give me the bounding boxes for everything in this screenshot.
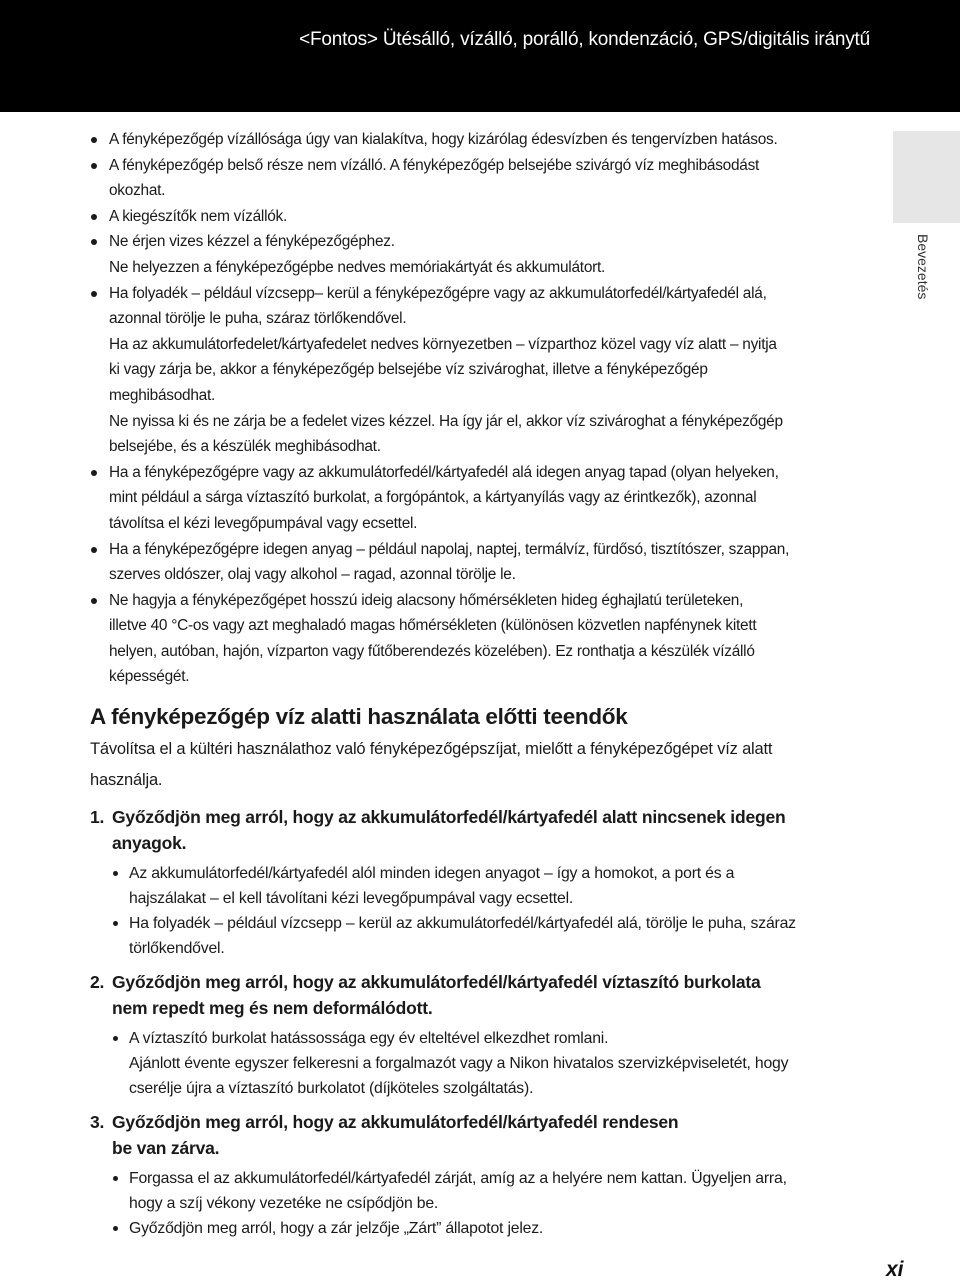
bullet-line: Ha a fényképezőgépre idegen anyag – például napolaj, naptej, termálvíz, fürdősó, tisztítószer, szappan, (109, 540, 790, 558)
bullet-line: illetve 40 °C-os vagy azt meghaladó magas hőmérsékleten (különösen közvetlen napfénynek kitett (109, 617, 757, 635)
step-bullet-line: hajszálakat – el kell távolítani kézi levegőpumpával vagy ecsettel. (129, 890, 574, 908)
step-bullet-line: Ajánlott évente egyszer felkeresni a forgalmazót vagy a Nikon hivatalos szervizképviseletét, hogy (129, 1055, 789, 1073)
bullet-line: Ha a fényképezőgépre vagy az akkumulátorfedél/kártyafedél alá idegen anyag tapad (olyan helyeken, (109, 463, 779, 481)
bullet-item (90, 588, 875, 690)
section-title: A fényképezőgép víz alatti használata előtti teendők (90, 704, 628, 730)
bullet-line: Ne helyezzen a fényképezőgépbe nedves memóriakártyát és akkumulátort. (109, 258, 606, 276)
precautions-list (90, 127, 875, 690)
bullet-line: Ne érjen vizes kézzel a fényképezőgéphez. (109, 233, 395, 251)
step-bullets (112, 861, 875, 961)
bullet-line: okozhat. (109, 182, 166, 200)
step-title-line: nem repedt meg és nem deformálódott. (112, 998, 433, 1019)
step-bullet-line: törlőkendővel. (129, 940, 225, 958)
bullet-line: helyen, autóban, hajón, vízparton vagy fűtőberendezés közelében). Ez ronthatja a készülék vízálló (109, 642, 755, 660)
step-bullet-line: Forgassa el az akkumulátorfedél/kártyafedél zárját, amíg az a helyére nem kattan. Ügyeljen arra, (129, 1170, 787, 1188)
step-heading (90, 1109, 875, 1161)
bullet-item (90, 537, 875, 588)
step-bullet-line: Az akkumulátorfedél/kártyafedél alól minden idegen anyagot – így a homokot, a port és a (129, 865, 735, 883)
step-number: 1. (90, 807, 105, 828)
bullet-line: mint például a sárga víztaszító burkolat, a forgópántok, a kártyanyílás vagy az érintkezők), azonnal (109, 489, 757, 507)
step-bullet-item (112, 861, 875, 911)
bullet-line: Ne nyissa ki és ne zárja be a fedelet vizes kézzel. Ha így jár el, akkor víz szivároghat a fényképezőgép (109, 412, 783, 430)
bullet-line: Ha az akkumulátorfedelet/kártyafedelet nedves környezetben – vízparthoz közel vagy víz alatt – nyitja (109, 335, 777, 353)
bullet-line: belsejébe, és a készülék meghibásodhat. (109, 438, 381, 456)
steps-list (90, 804, 875, 1241)
step-item (90, 1109, 875, 1241)
bullet-line: ki vagy zárja be, akkor a fényképezőgép belsejébe víz szivároghat, illetve a fényképezőgép (109, 361, 708, 379)
step-item (90, 969, 875, 1101)
page-number: xi (886, 1258, 904, 1281)
bullet-line: Ne hagyja a fényképezőgépet hosszú ideig alacsony hőmérsékleten hideg éghajlatú területeken, (109, 591, 744, 609)
section-tab-label: Bevezetés (915, 234, 931, 300)
bullet-line: A kiegészítők nem vízállók. (109, 207, 288, 225)
header-title: <Fontos> Ütésálló, vízálló, porálló, kondenzáció, GPS/digitális iránytű (299, 29, 870, 50)
step-bullets (112, 1166, 875, 1241)
step-item (90, 804, 875, 961)
bullet-item (90, 127, 875, 153)
bullet-line: szerves oldószer, olaj vagy alkohol – ragad, azonnal törölje le. (109, 566, 516, 584)
bullet-item (90, 204, 875, 230)
step-title-line: Győződjön meg arról, hogy az akkumulátorfedél/kártyafedél alatt nincsenek idegen (112, 807, 786, 828)
step-title-line: be van zárva. (112, 1138, 220, 1159)
step-bullet-item (112, 1216, 875, 1241)
page-content (90, 127, 875, 1241)
bullet-item (90, 460, 875, 537)
step-bullet-line: hogy a szíj vékony vezetéke ne csípődjön be. (129, 1195, 439, 1213)
section-intro (90, 734, 875, 796)
step-bullet-line: Ha folyadék – például vízcsepp – kerül az akkumulátorfedél/kártyafedél alá, törölje le puha, száraz (129, 915, 796, 933)
bullet-line: meghibásodhat. (109, 386, 216, 404)
bullet-line: A fényképezőgép belső része nem vízálló. A fényképezőgép belsejébe szivárgó víz meghibásodást (109, 156, 760, 174)
bullet-item (90, 281, 875, 460)
step-bullet-item (112, 1026, 875, 1101)
bullet-line: A fényképezőgép vízállósága úgy van kialakítva, hogy kizárólag édesvízben és tengervízben hatásos. (109, 131, 778, 148)
bullet-item (90, 229, 875, 280)
bullet-line: Ha folyadék – például vízcsepp– kerül a fényképezőgépre vagy az akkumulátorfedél/kártyafedél alá, (109, 284, 767, 302)
step-bullet-item (112, 1166, 875, 1216)
step-bullet-line: cserélje újra a víztaszító burkolatot (díjköteles szolgáltatás). (129, 1080, 534, 1098)
intro-line: Távolítsa el a kültéri használathoz való fényképezőgépszíjat, mielőtt a fényképezőgépet víz alatt (90, 740, 773, 759)
step-title-line: Győződjön meg arról, hogy az akkumulátorfedél/kártyafedél rendesen (112, 1112, 679, 1133)
step-heading (90, 969, 875, 1021)
section-tab-label-wrap (913, 228, 933, 328)
step-title-line: Győződjön meg arról, hogy az akkumulátorfedél/kártyafedél víztaszító burkolata (112, 972, 761, 993)
bullet-line: távolítsa el kézi levegőpumpával vagy ecsettel. (109, 514, 418, 532)
bullet-line: képességét. (109, 668, 190, 686)
step-bullet-line: Győződjön meg arról, hogy a zár jelzője „Zárt” állapotot jelez. (129, 1220, 544, 1238)
step-number: 3. (90, 1112, 105, 1133)
step-heading (90, 804, 875, 856)
section-tab (893, 131, 960, 223)
step-bullets (112, 1026, 875, 1101)
bullet-line: azonnal törölje le puha, száraz törlőkendővel. (109, 310, 407, 328)
step-number: 2. (90, 972, 105, 993)
step-bullet-line: A víztaszító burkolat hatássossága egy év elteltével elkezdhet romlani. (129, 1030, 609, 1048)
page-header-bar (0, 0, 960, 112)
bullet-item (90, 153, 875, 204)
step-bullet-item (112, 911, 875, 961)
step-title-line: anyagok. (112, 833, 187, 854)
intro-line: használja. (90, 771, 163, 790)
